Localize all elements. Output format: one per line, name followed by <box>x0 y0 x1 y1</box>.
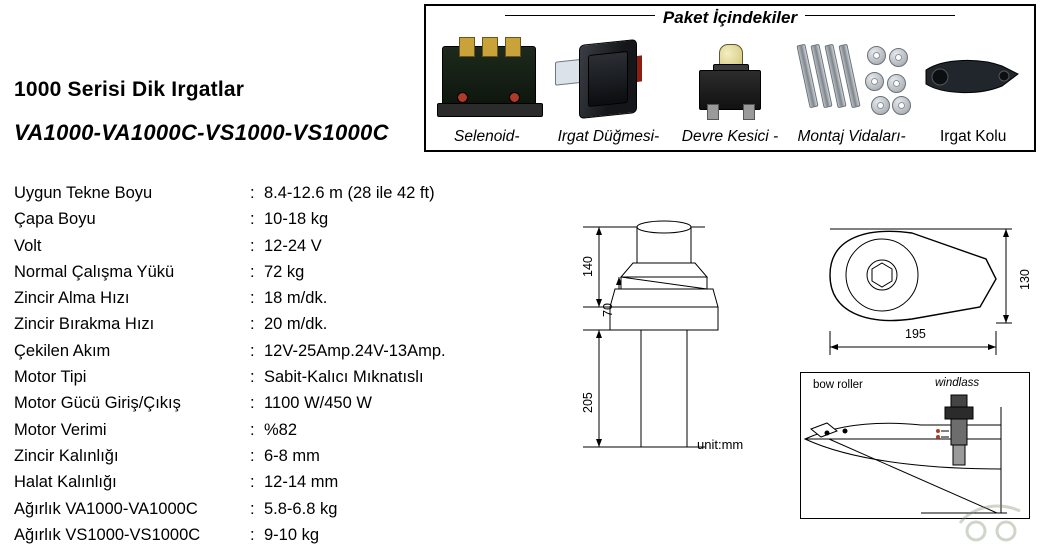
spec-label: Normal Çalışma Yükü <box>14 262 175 281</box>
spec-colon: : <box>250 262 255 281</box>
spec-label: Zincir Kalınlığı <box>14 446 119 465</box>
package-caption-handle: Irgat Kolu <box>939 128 1007 145</box>
spec-label: Motor Tipi <box>14 368 87 387</box>
spec-label: Ağırlık VA1000-VA1000C <box>14 499 198 518</box>
package-item-captions <box>426 128 1034 146</box>
model-title: VA1000-VA1000C-VS1000-VS1000C <box>14 120 389 145</box>
windlass-label: windlass <box>935 377 980 389</box>
spec-label: Ağırlık VS1000-VS1000C <box>14 525 201 544</box>
package-contents-title <box>426 8 1034 28</box>
spec-row <box>14 285 534 311</box>
spec-colon: : <box>250 473 255 492</box>
spec-value: 6-8 mm <box>264 446 320 465</box>
spec-row <box>14 233 534 259</box>
spec-colon: : <box>250 341 255 360</box>
spec-row <box>14 364 534 390</box>
spec-colon: : <box>250 210 255 229</box>
windlass-handle-svg <box>920 56 1024 98</box>
spec-row <box>14 259 534 285</box>
spec-value: Sabit-Kalıcı Mıknatıslı <box>264 368 424 387</box>
spec-label: Uygun Tekne Boyu <box>14 184 153 202</box>
package-caption-switch: Irgat Düğmesi- <box>557 128 660 145</box>
spec-value: 12-14 mm <box>264 473 339 492</box>
spec-colon: : <box>250 236 255 255</box>
spec-label: Çapa Boyu <box>14 210 96 229</box>
package-contents-box <box>424 4 1036 152</box>
mounting-screws-icon <box>793 30 911 124</box>
package-caption-breaker: Devre Kesici - <box>681 128 779 145</box>
spec-value: 20 m/dk. <box>264 315 328 334</box>
dim-205-label: 205 <box>581 392 595 413</box>
watermark-logo <box>954 487 1034 543</box>
spec-label: Çekilen Akım <box>14 341 111 360</box>
side-view-drawing <box>575 215 835 475</box>
spec-value: 72 kg <box>264 262 305 281</box>
spec-value: 10-18 kg <box>264 210 329 229</box>
spec-colon: : <box>250 368 255 387</box>
spec-value: 12V-25Amp.24V-13Amp. <box>264 341 446 360</box>
spec-row <box>14 469 534 495</box>
spec-row <box>14 417 534 443</box>
top-view-drawing <box>800 215 1020 375</box>
package-caption-solenoid: Selenoid- <box>454 128 520 145</box>
package-item-images <box>426 28 1034 124</box>
spec-label: Zincir Alma Hızı <box>14 289 130 308</box>
spec-colon: : <box>250 525 255 544</box>
spec-colon: : <box>250 184 255 202</box>
package-contents-title-text: Paket İçindekiler <box>662 8 798 27</box>
spec-label: Halat Kalınlığı <box>14 473 117 492</box>
package-caption-screws: Montaj Vidaları- <box>797 128 906 145</box>
spec-colon: : <box>250 446 255 465</box>
spec-label: Volt <box>14 236 42 255</box>
spec-row <box>14 338 534 364</box>
title-rule-left <box>505 15 655 16</box>
spec-value: 8.4-12.6 m (28 ile 42 ft) <box>264 184 435 202</box>
spec-row <box>14 443 534 469</box>
title-block <box>14 78 434 146</box>
spec-value: %82 <box>264 420 298 439</box>
dim-140-label: 140 <box>581 256 595 277</box>
spec-value: 1100 W/450 W <box>264 394 372 413</box>
circuit-breaker-icon <box>671 30 789 124</box>
spec-colon: : <box>250 289 255 308</box>
dim-195-label: 195 <box>905 327 926 341</box>
spec-row <box>14 496 534 522</box>
spec-row <box>14 311 534 337</box>
spec-value: 18 m/dk. <box>264 289 328 308</box>
spec-value: 9-10 kg <box>264 525 320 544</box>
spec-row <box>14 206 534 232</box>
title-rule-right <box>805 15 955 16</box>
spec-value: 12-24 V <box>264 236 322 255</box>
spec-colon: : <box>250 499 255 518</box>
solenoid-icon <box>428 30 546 124</box>
page-title: 1000 Serisi Dik Irgatlar <box>14 78 245 101</box>
windlass-handle-icon <box>914 30 1032 124</box>
rocker-switch-icon <box>549 30 667 124</box>
unit-label: unit:mm <box>697 437 744 452</box>
spec-row <box>14 522 534 548</box>
technical-drawings <box>545 205 1040 545</box>
spec-colon: : <box>250 394 255 413</box>
bow-roller-label: bow roller <box>813 379 863 391</box>
spec-label: Motor Gücü Giriş/Çıkış <box>14 394 181 413</box>
spec-label: Motor Verimi <box>14 420 107 439</box>
spec-label: Zincir Bırakma Hızı <box>14 315 155 334</box>
spec-colon: : <box>250 315 255 334</box>
specifications-list <box>14 180 534 548</box>
dim-130-label: 130 <box>1018 269 1032 290</box>
spec-colon: : <box>250 420 255 439</box>
spec-value: 5.8-6.8 kg <box>264 499 338 518</box>
spec-row <box>14 390 534 416</box>
dim-70-label: 70 <box>601 303 615 317</box>
spec-row <box>14 180 534 206</box>
